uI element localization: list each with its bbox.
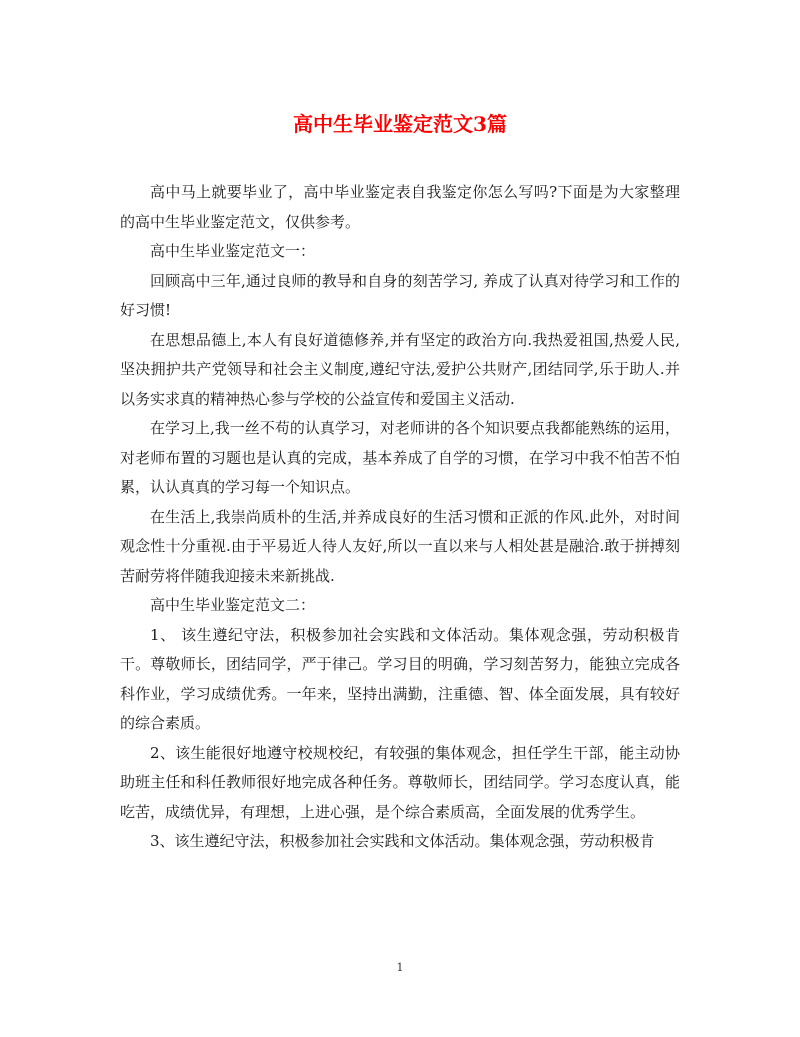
- paragraph: 在生活上,我崇尚质朴的生活,并养成良好的生活习惯和正派的作风.此外，对时间观念性十分重视.由于平易近人待人友好,所以一直以来与人相处甚是融洽.敢于拼搏刻苦耐劳将伴随我迎接未来新挑战.: [120, 507, 680, 585]
- paragraph: 在学习上,我一丝不苟的认真学习，对老师讲的各个知识要点我都能熟练的运用，对老师布置的习题也是认真的完成，基本养成了自学的习惯，在学习中我不怕苦不怕累，认认真真的学习每一个知识点。: [120, 419, 680, 496]
- list-item: 1、 该生遵纪守法，积极参加社会实践和文体活动。集体观念强，劳动积极肯干。尊敬师长，团结同学，严于律己。学习目的明确，学习刻苦努力，能独立完成各科作业，学习成绩优秀。一年来，坚持出满勤，注重德、智、体全面发展，具有较好的综合素质。: [120, 625, 680, 732]
- document-title: 高中生毕业鉴定范文3篇: [293, 112, 507, 136]
- section-heading-two: 高中生毕业鉴定范文二：: [150, 596, 316, 614]
- section-heading-one: 高中生毕业鉴定范文一：: [150, 242, 316, 260]
- list-item: 3、该生遵纪守法，积极参加社会实践和文体活动。集体观念强，劳动积极肯: [150, 832, 655, 850]
- document-body: [120, 178, 680, 857]
- page-number: 1: [396, 961, 404, 974]
- paragraph: 在思想品德上,本人有良好道德修养,并有坚定的政治方向.我热爱祖国,热爱人民,坚决拥护共产党领导和社会主义制度,遵纪守法,爱护公共财产,团结同学,乐于助人.并以务实求真的精神热心参与学校的公益宣传和爱国主义活动.: [120, 330, 680, 408]
- paragraph: 回顾高中三年,通过良师的教导和自身的刻苦学习, 养成了认真对待学习和工作的好习惯!: [120, 271, 680, 319]
- list-item: 2、该生能很好地遵守校规校纪，有较强的集体观念，担任学生干部，能主动协助班主任和科任教师很好地完成各种任务。尊敬师长，团结同学。学习态度认真，能吃苦，成绩优异，有理想，上进心强，是个综合素质高，全面发展的优秀学生。: [120, 743, 680, 821]
- intro-paragraph: 高中马上就要毕业了，高中毕业鉴定表自我鉴定你怎么写吗?下面是为大家整理的高中生毕业鉴定范文，仅供参考。: [120, 183, 680, 231]
